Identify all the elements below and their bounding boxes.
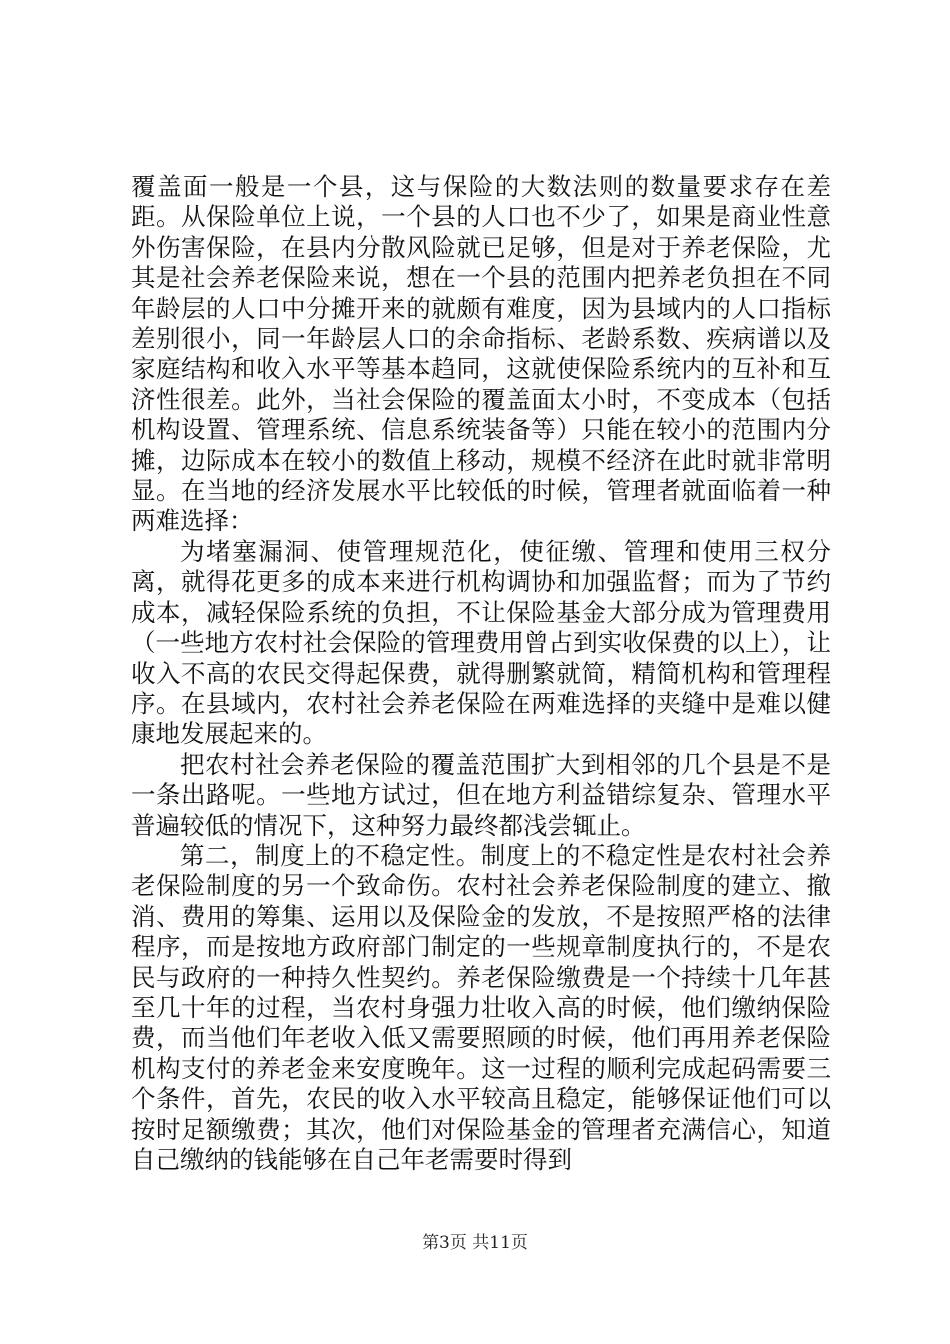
paragraph-expansion: 把农村社会养老保险的覆盖范围扩大到相邻的几个县是不是一条出路呢。一些地方试过，但在地方利益错综复杂、管理水平普遍较低的情况下，这种努力最终都浅尝辄止。: [131, 749, 831, 840]
page-footer: 第3页 共11页: [422, 1233, 528, 1253]
document-body: [131, 172, 831, 1175]
paragraph-instability: 第二，制度上的不稳定性。制度上的不稳定性是农村社会养老保险制度的另一个致命伤。农村社会养老保险制度的建立、撤消、费用的筹集、运用以及保险金的发放，不是按照严格的法律程序，而是按地方政府部门制定的一些规章制度执行的，不是农民与政府的一种持久性契约。养老保险缴费是一个持续十几年甚至几十年的过程，当农村身强力壮收入高的时候，他们缴纳保险费，而当他们年老收入低又需要照顾的时候，他们再用养老保险机构支付的养老金来安度晚年。这一过程的顺利完成起码需要三个条件，首先，农民的收入水平较高且稳定，能够保证他们可以按时足额缴费；其次，他们对保险基金的管理者充满信心，知道自己缴纳的钱能够在自己年老需要时得到: [131, 840, 831, 1174]
paragraph-continued: 覆盖面一般是一个县，这与保险的大数法则的数量要求存在差距。从保险单位上说，一个县的人口也不少了，如果是商业性意外伤害保险，在县内分散风险就已足够，但是对于养老保险，尤其是社会养老保险来说，想在一个县的范围内把养老负担在不同年龄层的人口中分摊开来的就颇有难度，因为县域内的人口指标差别很小，同一年龄层人口的余命指标、老龄系数、疾病谱以及家庭结构和收入水平等基本趋同，这就使保险系统内的互补和互济性很差。此外，当社会保险的覆盖面太小时，不变成本（包括机构设置、管理系统、信息系统装备等）只能在较小的范围内分摊，边际成本在较小的数值上移动，规模不经济在此时就非常明显。在当地的经济发展水平比较低的时候，管理者就面临着一种两难选择：: [131, 172, 831, 536]
paragraph-dilemma: 为堵塞漏洞、使管理规范化，使征缴、管理和使用三权分离，就得花更多的成本来进行机构调协和加强监督；而为了节约成本，减轻保险系统的负担，不让保险基金大部分成为管理费用（一些地方农村社会保险的管理费用曾占到实收保费的以上），让收入不高的农民交得起保费，就得删繁就简，精简机构和管理程序。在县域内，农村社会养老保险在两难选择的夹缝中是难以健康地发展起来的。: [131, 536, 831, 749]
